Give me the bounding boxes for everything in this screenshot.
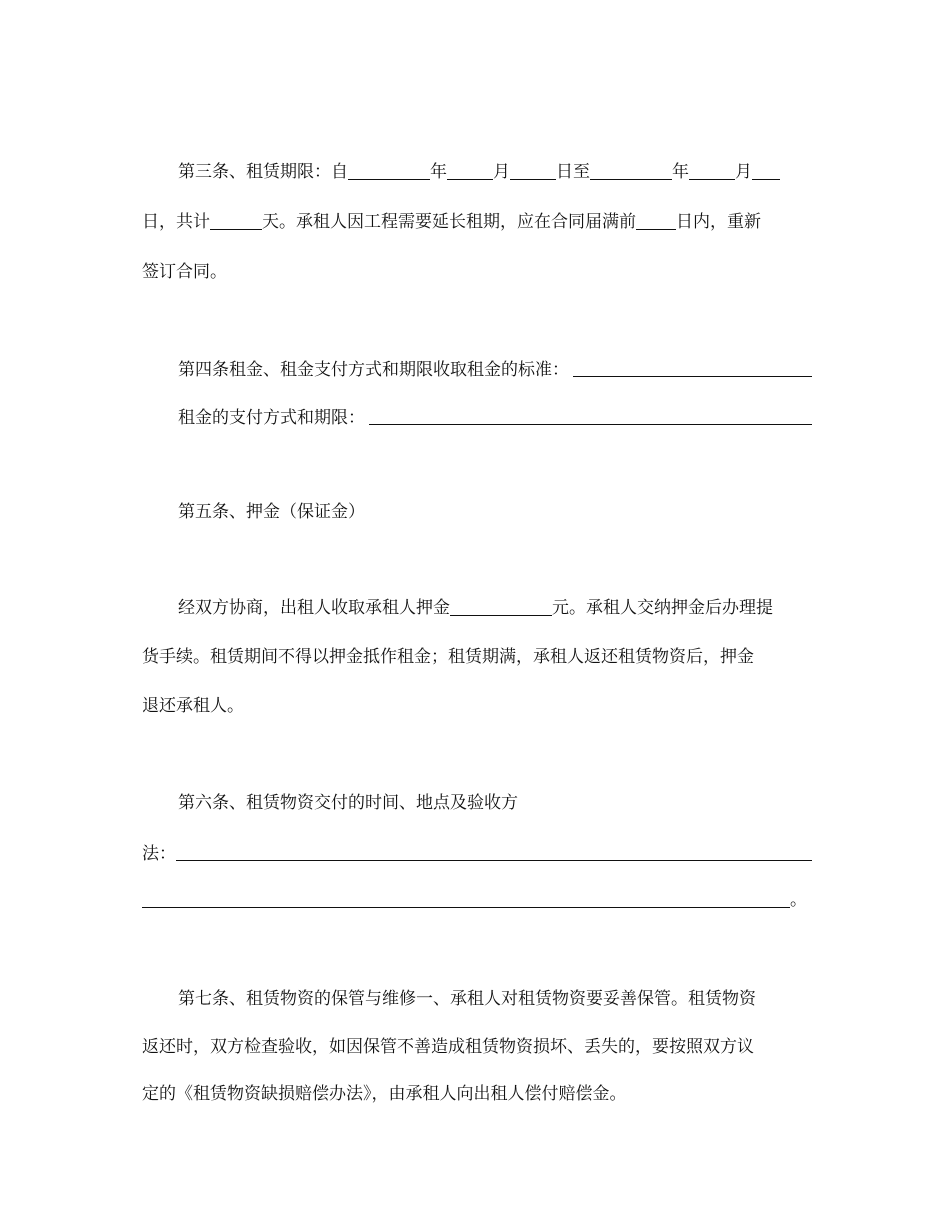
article5-text: 元。承租人交纳押金后办理提 xyxy=(552,598,773,618)
article5-text: 货手续。租赁期间不得以押金抵作租金；租赁期满，承租人返还租赁物资后，押金 xyxy=(142,647,754,667)
start-day-blank[interactable] xyxy=(510,161,556,180)
end-day-blank[interactable] xyxy=(752,161,780,180)
end-month-blank[interactable] xyxy=(689,161,735,180)
article3-text: 日内，重新 xyxy=(676,212,761,232)
article7-line1 xyxy=(178,987,812,1011)
article7-line2 xyxy=(142,1035,812,1059)
deposit-amount-blank[interactable] xyxy=(450,597,552,616)
delivery-method-blank-2[interactable] xyxy=(142,889,790,908)
article3-text: 日，共计 xyxy=(142,212,210,232)
article7-text: 第七条、租赁物资的保管与维修一、承租人对租赁物资要妥善保管。租赁物资 xyxy=(178,989,756,1009)
article3-line1 xyxy=(178,160,812,184)
rent-standard-blank[interactable] xyxy=(573,358,812,377)
end-year-blank[interactable] xyxy=(590,161,672,180)
payment-method-label: 租金的支付方式和期限： xyxy=(178,408,365,428)
article5-text: 退还承租人。 xyxy=(142,696,244,716)
article3-line2 xyxy=(142,210,812,234)
renew-days-blank[interactable] xyxy=(636,211,676,230)
article6-line2 xyxy=(142,842,812,866)
article3-text: 签订合同。 xyxy=(142,262,227,282)
article6-text: 法： xyxy=(142,844,176,864)
article3-text: 年 xyxy=(430,162,447,182)
delivery-method-blank[interactable] xyxy=(176,842,812,861)
article6-line1 xyxy=(178,791,812,815)
article5-text: 经双方协商，出租人收取承租人押金 xyxy=(178,598,450,618)
article5-line1 xyxy=(178,596,812,620)
article7-text: 返还时，双方检查验收，如因保管不善造成租赁物资损坏、丢失的，要按照双方议 xyxy=(142,1037,754,1057)
article3-text: 日至 xyxy=(556,162,590,182)
article3-text: 天。承租人因工程需要延长租期，应在合同届满前 xyxy=(262,212,636,232)
payment-method-blank[interactable] xyxy=(369,406,812,425)
article4-line2 xyxy=(178,406,812,430)
article6-line3 xyxy=(142,888,812,912)
article5-line2 xyxy=(142,645,812,669)
article3-text: 月 xyxy=(493,162,510,182)
article7-text: 定的《租赁物资缺损赔偿办法》，由承租人向出租人偿付赔偿金。 xyxy=(142,1084,627,1104)
rent-standard-label: 第四条租金、租金支付方式和期限收取租金的标准： xyxy=(178,360,569,380)
article3-text: 年 xyxy=(672,162,689,182)
start-year-blank[interactable] xyxy=(348,161,430,180)
article5-heading: 第五条、押金（保证金） xyxy=(178,502,365,522)
article3-text: 月 xyxy=(735,162,752,182)
article5-line3 xyxy=(142,694,812,718)
article3-line3 xyxy=(142,260,812,284)
start-month-blank[interactable] xyxy=(447,161,493,180)
article3-text: 第三条、租赁期限：自 xyxy=(178,162,348,182)
total-days-blank[interactable] xyxy=(210,211,262,230)
article6-text: 。 xyxy=(790,890,807,910)
article6-text: 第六条、租赁物资交付的时间、地点及验收方 xyxy=(178,793,518,813)
article7-line3 xyxy=(142,1082,812,1106)
article5-title xyxy=(178,500,812,524)
article4-line1 xyxy=(178,358,812,382)
